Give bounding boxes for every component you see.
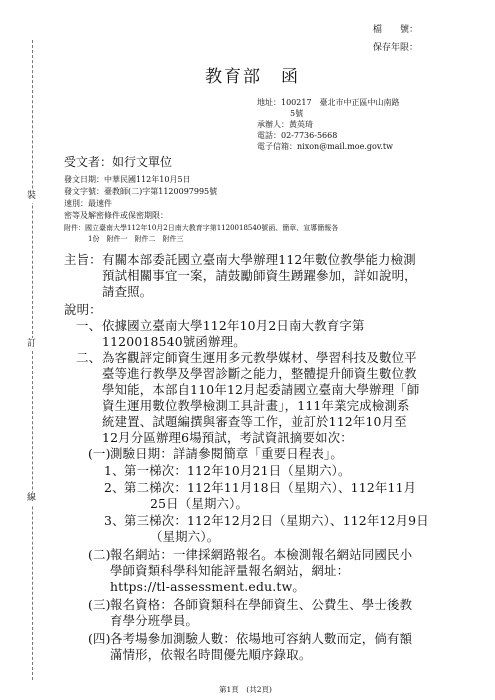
sub-2-url: https://tl-assessment.edu.tw。 [110,579,305,594]
round-3-text: 第三梯次：112年12月2日（星期六）、112年12月9日 [124,513,429,528]
round-2-text: 第二梯次：112年11月18日（星期六）、112年11月 [124,480,417,495]
sub-4-line-2: 滿情形，依報名時間優先順序錄取。 [110,647,312,662]
subject-line-1: 有關本部委託國立臺南大學辦理112年數位教學能力檢測 [102,252,416,267]
item-2-line-1: 為客觀評定師資生運用多元教學媒材、學習科技及數位平 [102,350,417,365]
item-2-number: 二、 [76,350,102,365]
round-1-number: 1、 [104,463,125,478]
item-2-line-3: 學知能，本部自110年12月起委請國立臺南大學辦理「師 [102,382,420,397]
sub-3-line-2: 育學分班學員。 [110,613,199,628]
item-1-number: 一、 [76,318,102,333]
sub-1-number: (一) [88,446,111,461]
binding-mark-xian: 線 [27,493,37,503]
attachment-info: 附件：國立臺南大學112年10月2日南大教育字第1120018540號函、簡章、宣導簡報各 [64,224,339,232]
document-title: 教育部 函 [205,67,300,87]
contact-address-line2: 5號 [290,109,304,118]
speed-class: 速別：最速件 [64,199,112,208]
item-1-line-1: 依據國立臺南大學112年10月2日南大教育字第 [102,318,365,333]
item-2-line-6: 12月分區辦理6場預試，考試資訊摘要如次： [102,430,353,445]
round-1-text: 第一梯次：112年10月21日（星期六）。 [124,463,351,478]
contact-email: 電子信箱：nixon@mail.moe.gov.tw [257,142,393,151]
binding-mark-zhuang: 裝 [27,191,37,201]
attachment-info-line2: 1份 附件一 附件二 附件三 [88,235,184,243]
secrecy-level: 密等及解密條件或保密期限： [64,211,168,220]
issue-date: 發文日期：中華民國112年10月5日 [64,175,191,184]
round-2-number: 2、 [104,480,125,495]
sub-1-text: 測驗日期：詳請參閱簡章「重要日程表」。 [110,446,344,461]
sub-4-line-1: 各考場參加測驗人數：依場地可容納人數而定，倘有額 [110,631,413,646]
subject-label: 主旨： [64,252,102,267]
item-1-line-2: 1120018540號函辦理。 [102,334,246,349]
item-2-line-2: 臺等進行教學及學習診斷之能力，整體提升師資生數位教 [102,366,417,381]
issue-number: 發文字號：臺教師(二)字第1120097995號 [64,187,218,196]
retention-label: 保存年限： [373,43,419,53]
item-2-line-5: 統建置、試題編撰與審查等工作，並訂於112年10月至 [102,414,407,429]
recipient: 受文者：如行文單位 [64,155,173,169]
page-footer: 第1頁 (共2頁) [219,685,272,694]
round-2-continuation: 25日（星期六）。 [150,496,249,511]
sub-2-number: (二) [88,547,111,562]
binding-mark-ding: 訂 [27,339,37,349]
round-3-continuation: （星期六）。 [150,529,220,544]
file-number-label: 檔 號： [373,25,419,35]
subject-line-2: 預試相關事宜一案，請鼓勵師資生踴躍參加，詳如說明， [102,268,417,283]
contact-phone: 電話：02-7736-5668 [257,131,338,140]
subject-line-3: 請查照。 [102,284,153,299]
sub-2-line-2: 學師資類科學科知能評量報名網站，網址： [110,563,350,578]
explanation-label: 說明： [64,302,102,317]
item-2-line-4: 資生運用數位教學檢測工具計畫」，111年業完成檢測系 [102,398,410,413]
sub-2-line-1: 報名網站：一律採網路報名。本檢測報名網站同國民小 [110,547,413,562]
sub-4-number: (四) [88,631,111,646]
sub-3-line-1: 報名資格：各師資類科在學師資生、公費生、學士後教 [110,597,413,612]
binding-line [32,40,33,680]
sub-3-number: (三) [88,597,111,612]
round-3-number: 3、 [104,513,125,528]
contact-handler: 承辦人：黃英琦 [257,120,313,129]
contact-address: 地址：100217 臺北市中正區中山南路 [257,98,400,107]
